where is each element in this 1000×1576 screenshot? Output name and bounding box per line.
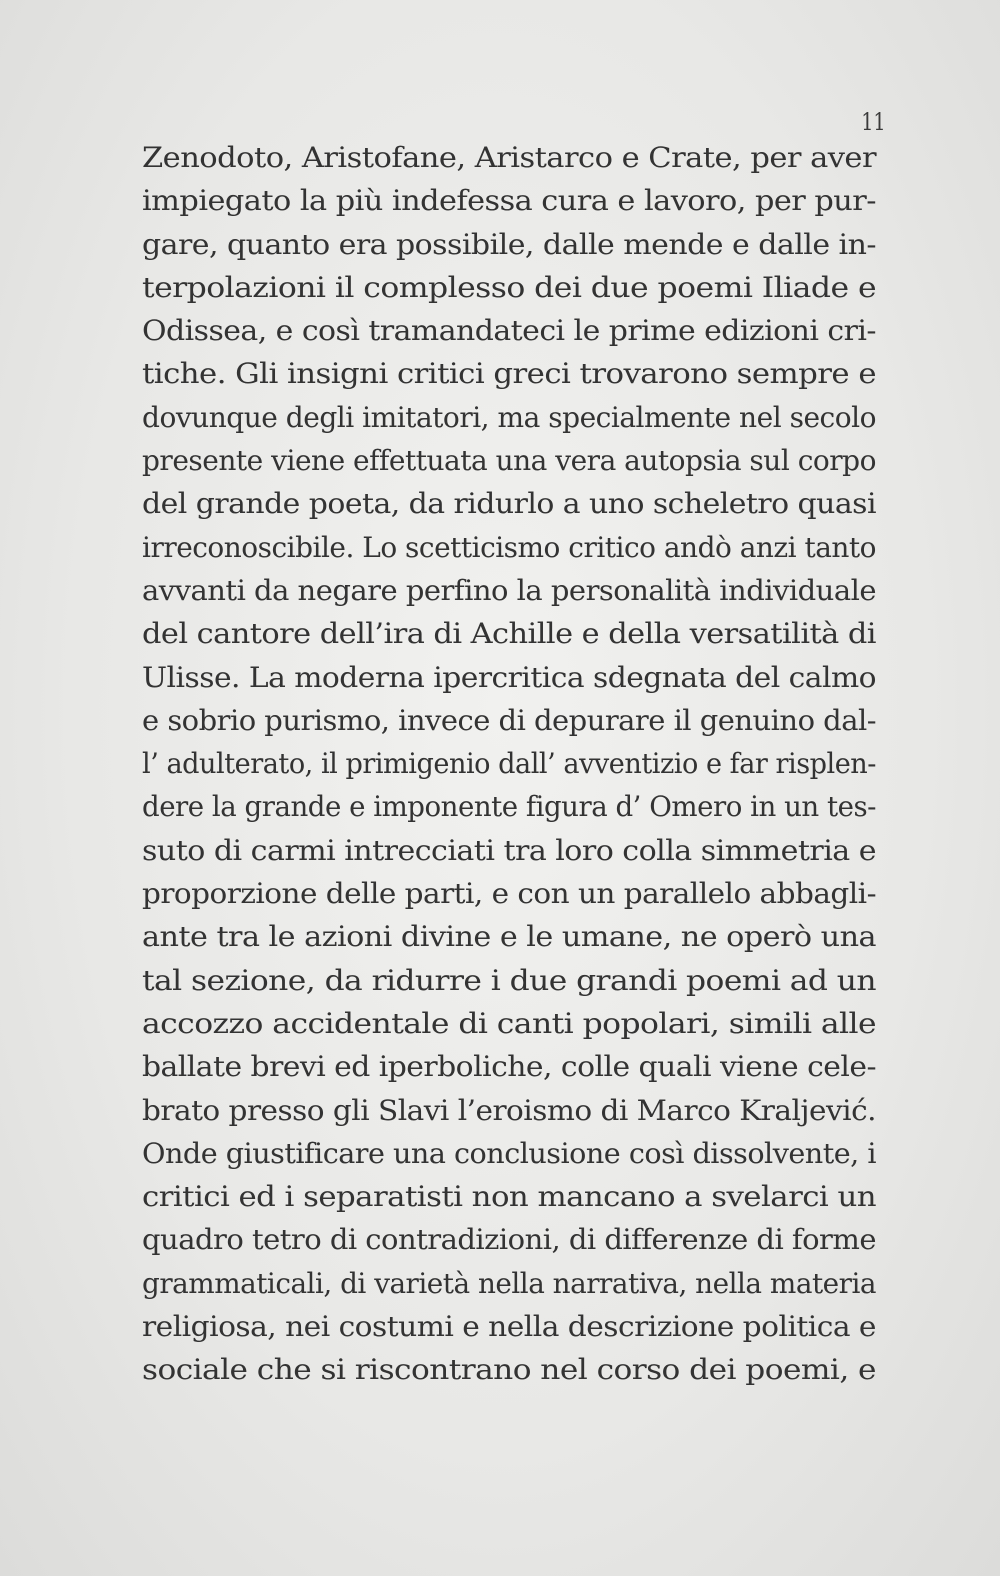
text-line: presente viene effettuata una vera autopsia sul corpo (142, 444, 876, 478)
text-line: Odissea, e così tramandateci le prime edizioni cri- (142, 314, 876, 348)
text-line: ante tra le azioni divine e le umane, ne operò una (142, 920, 876, 954)
text-line: tiche. Gli insigni critici greci trovarono sempre e (142, 357, 876, 391)
text-line: suto di carmi intrecciati tra loro colla simmetria e (142, 833, 876, 867)
text-line: Ulisse. La moderna ipercritica sdegnata del calmo (142, 660, 876, 694)
text-line: tal sezione, da ridurre i due grandi poemi ad un (142, 963, 877, 997)
text-line: Onde giustificare una conclusione così dissolvente, i (142, 1136, 876, 1170)
text-line: proporzione delle parti, e con un parallelo abbagli- (142, 877, 877, 911)
text-line: impiegato la più indefessa cura e lavoro, per pur- (142, 184, 877, 218)
text-line: dere la grande e imponente figura d’ Omero in un tes- (142, 790, 876, 824)
text-line: critici ed i separatisti non mancano a svelarci un (142, 1180, 877, 1214)
text-line: sociale che si riscontrano nel corso dei poemi, e (142, 1353, 876, 1387)
text-line: avvanti da negare perfino la personalità individuale (142, 573, 877, 607)
text-line: dovunque degli imitatori, ma specialmente nel secolo (142, 400, 877, 434)
text-line: Zenodoto, Aristofane, Aristarco e Crate, per aver (142, 141, 877, 174)
body-text (142, 136, 876, 1392)
text-line: gare, quanto era possibile, dalle mende e dalle in- (142, 227, 876, 261)
text-line: brato presso gli Slavi l’eroismo di Marco Kraljević. (142, 1093, 876, 1127)
text-line: ballate brevi ed iperboliche, colle quali viene cele- (142, 1050, 877, 1084)
text-line: del grande poeta, da ridurlo a uno scheletro quasi (142, 487, 876, 521)
text-line: irreconoscibile. Lo scetticismo critico andò anzi tanto (142, 530, 877, 564)
page-number: 11 (861, 108, 886, 136)
text-line: terpolazioni il complesso dei due poemi Iliade e (142, 270, 877, 304)
text-line: accozzo accidentale di canti popolari, simili alle (142, 1006, 877, 1040)
text-line: quadro tetro di contradizioni, di differenze di forme (142, 1223, 876, 1257)
text-line: del cantore dell’ira di Achille e della versatilità di (142, 617, 876, 651)
text-line: l’ adulterato, il primigenio dall’ avventizio e far risplen- (142, 747, 876, 781)
text-line: religiosa, nei costumi e nella descrizione politica e (142, 1310, 876, 1344)
text-line: e sobrio purismo, invece di depurare il genuino dal- (142, 703, 876, 737)
text-line: grammaticali, di varietà nella narrativa, nella materia (142, 1266, 876, 1300)
